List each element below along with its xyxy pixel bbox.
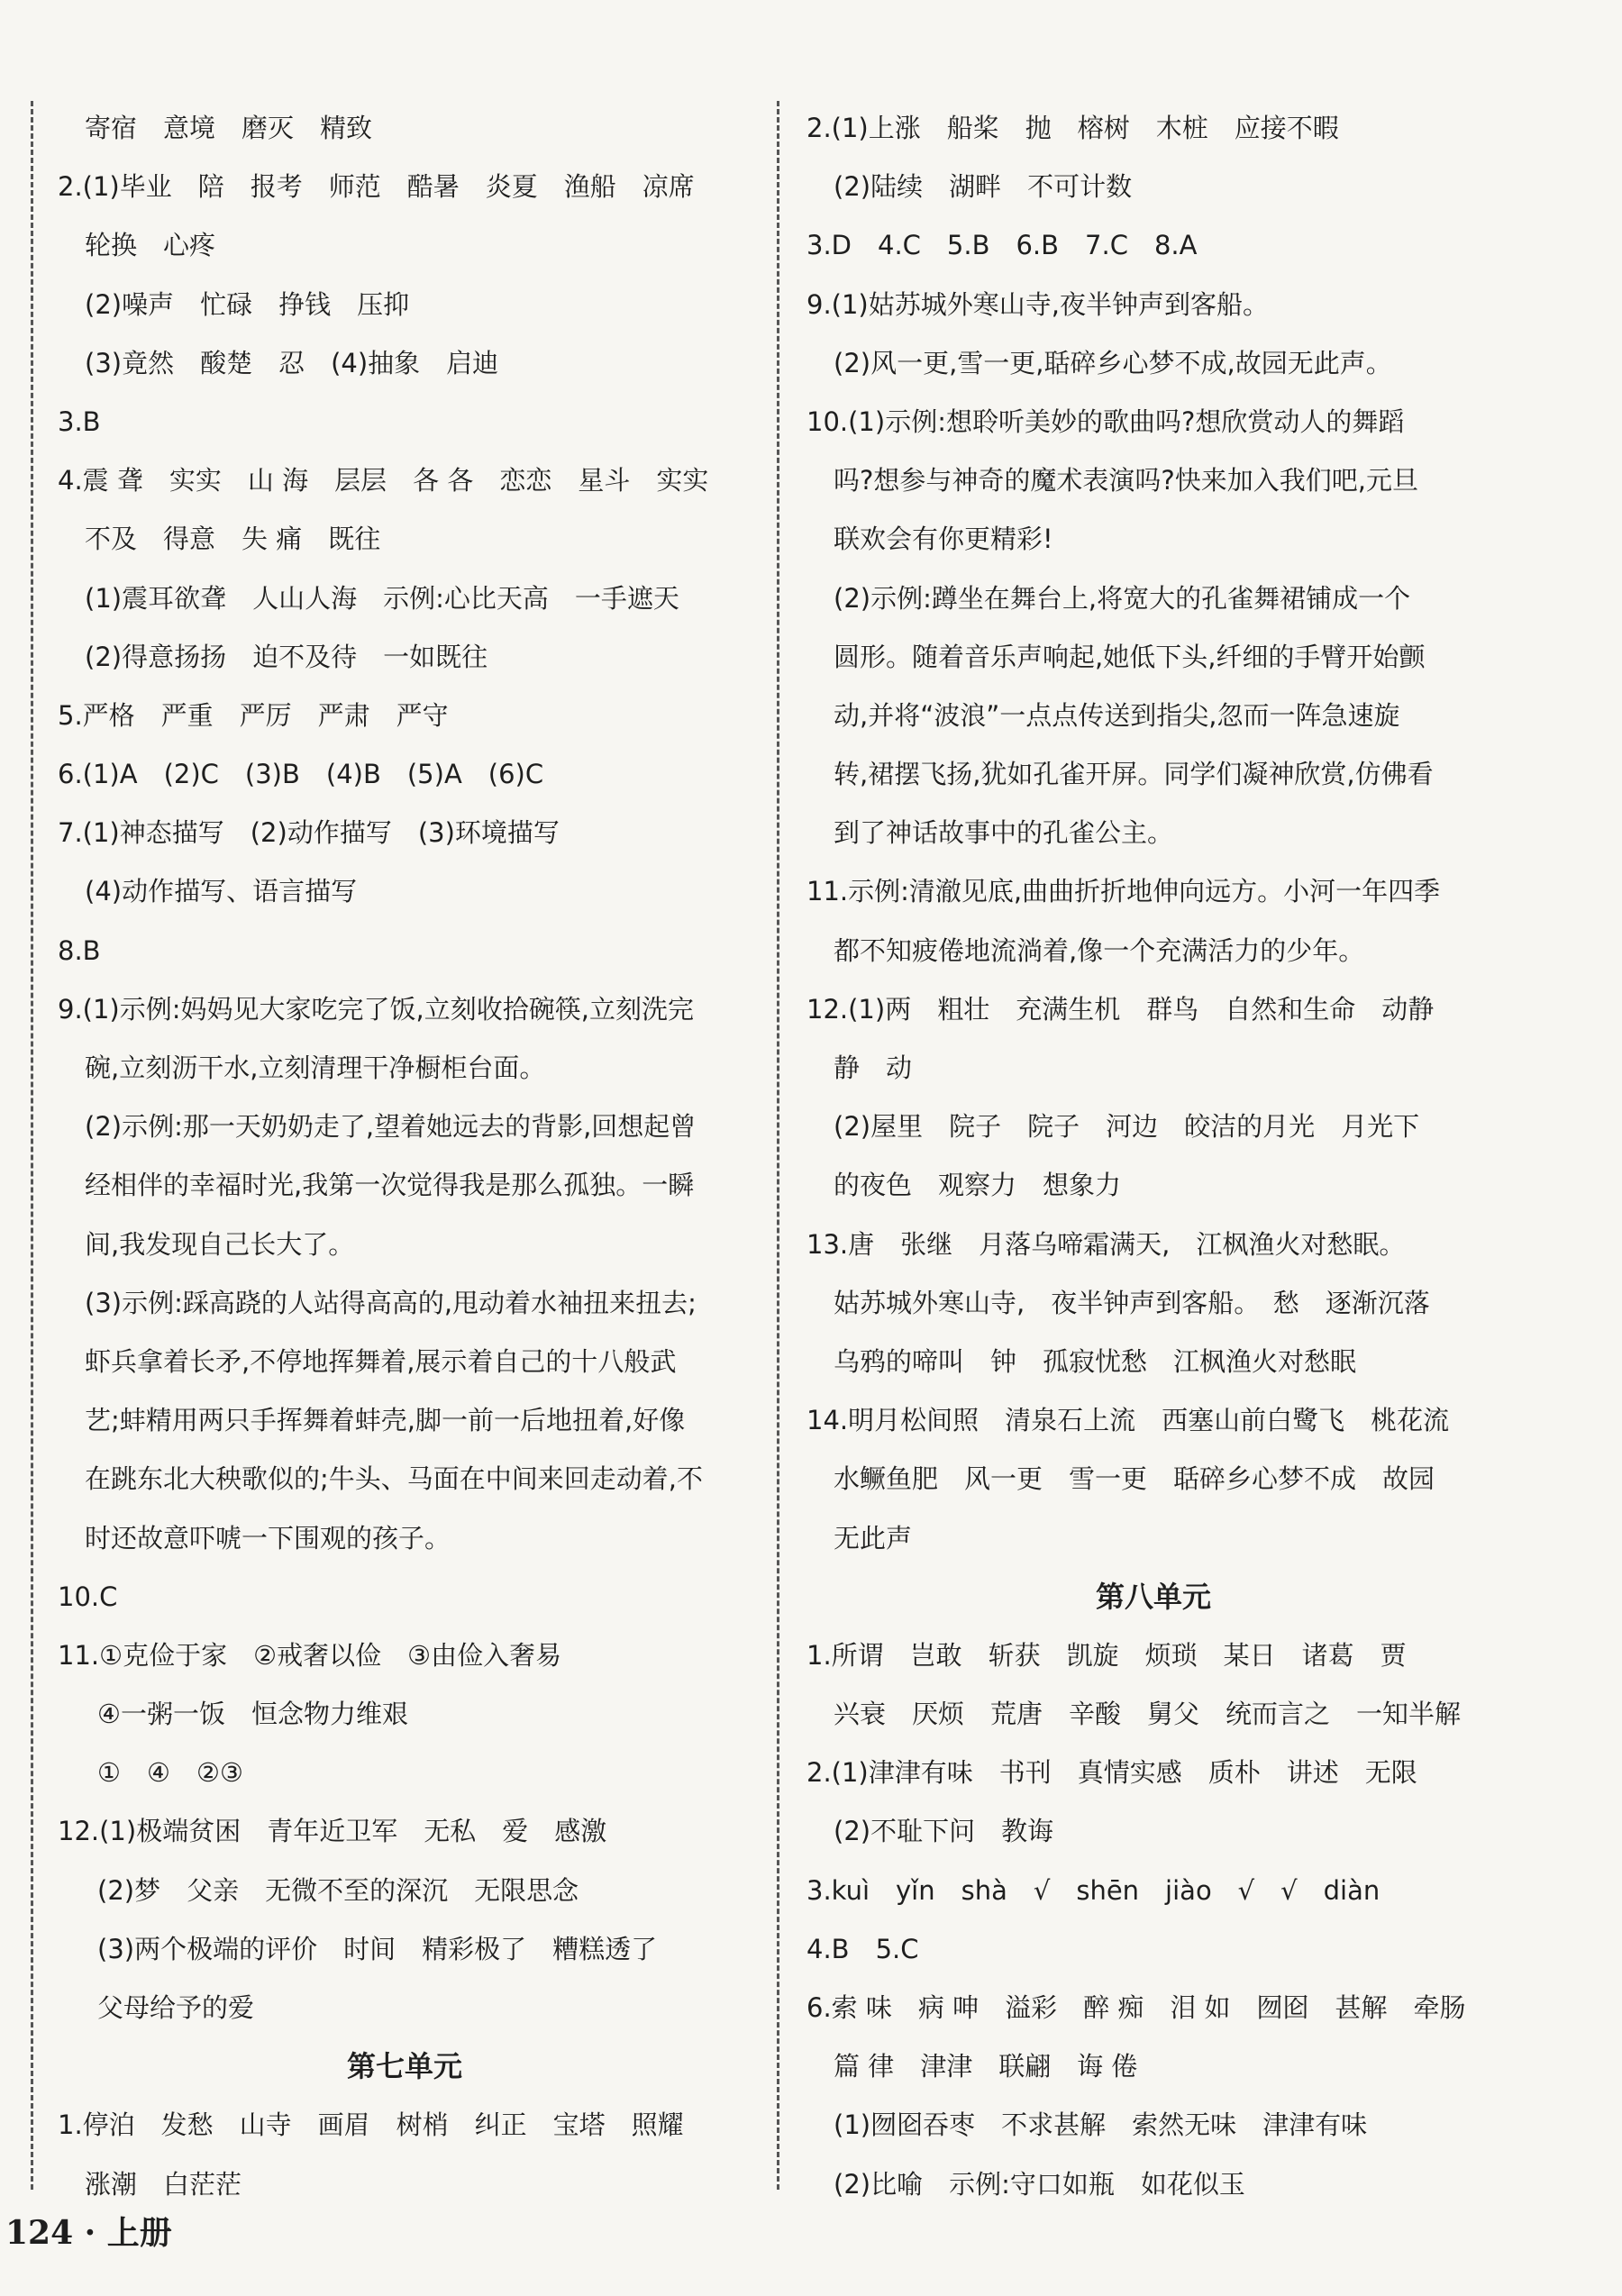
answer-line: (2)示例:那一天奶奶走了,望着她远去的背影,回想起曾 [85,1111,697,1143]
answer-line: 篇 律 津津 联翩 诲 倦 [834,2051,1138,2082]
answer-line: (2)风一更,雪一更,聒碎乡心梦不成,故园无此声。 [834,347,1392,378]
answer-line: 3.D 4.C 5.B 6.B 7.C 8.A [806,230,1198,261]
answer-line: 动,并将“波浪”一点点传送到指尖,忽而一阵急速旋 [834,699,1400,731]
answer-line: 6.索 味 病 呻 溢彩 醉 痴 泪 如 囫囵 甚解 牵肠 [806,1992,1466,2023]
answer-line: 12.(1)两 粗壮 充满生机 群鸟 自然和生命 动静 [806,993,1435,1025]
answer-line: 无此声 [834,1522,913,1553]
answer-line: (2)噪声 忙碌 挣钱 压抑 [85,288,410,320]
answer-line: 的夜色 观察力 想象力 [834,1170,1122,1201]
answer-line: 12.(1)极端贫困 青年近卫军 无私 爱 感激 [58,1816,607,1847]
answer-line: 姑苏城外寒山寺, 夜半钟声到客船。 愁 逐渐沉落 [834,1287,1430,1318]
answer-line: 11.①克俭于家 ②戒奢以俭 ③由俭入奢易 [58,1639,562,1671]
answer-line: 14.明月松间照 清泉石上流 西塞山前白鹭飞 桃花流 [806,1405,1450,1436]
answer-line: 兴衰 厌烦 荒唐 辛酸 舅父 统而言之 一知半解 [834,1699,1462,1730]
column-divider [777,101,779,2190]
answer-line: 轮换 心疼 [85,230,216,261]
answer-line: (2)示例:蹲坐在舞台上,将宽大的孔雀舞裙铺成一个 [834,582,1411,614]
answer-line: 7.(1)神态描写 (2)动作描写 (3)环境描写 [58,817,560,849]
section-heading: 第七单元 [346,2049,462,2084]
answer-line: (3)示例:踩高跷的人站得高高的,甩动着水袖扭来扭去; [85,1287,697,1318]
answer-line: (3)竟然 酸楚 忍 (4)抽象 启迪 [85,347,499,378]
answer-line: 8.B [58,934,101,966]
answer-line: 联欢会有你更精彩! [834,524,1053,555]
answer-line: 虾兵拿着长矛,不停地挥舞着,展示着自己的十八般武 [85,1345,677,1377]
answer-line: 圆形。随着音乐声响起,她低下头,纤细的手臂开始颤 [834,641,1426,672]
section-heading: 第八单元 [1095,1579,1211,1614]
answer-line: 不及 得意 失 痛 既往 [85,524,381,555]
answer-line: 转,裙摆飞扬,犹如孔雀开屏。同学们凝神欣赏,仿佛看 [834,759,1434,790]
answer-line: 在跳东北大秧歌似的;牛头、马面在中间来回走动着,不 [85,1463,703,1495]
page-footer: 124 · 上册 [5,2214,172,2252]
answer-line: (4)动作描写、语言描写 [85,876,358,907]
answer-line: 父母给予的爱 [97,1992,255,2023]
answer-line: (1)囫囵吞枣 不求甚解 索然无味 津津有味 [834,2109,1368,2141]
answer-line: 寄宿 意境 磨灭 精致 [85,113,373,143]
answer-line: 时还故意吓唬一下围观的孩子。 [85,1522,451,1553]
answer-line: 1.所谓 岂敢 斩获 凯旋 烦琐 某日 诸葛 贾 [806,1639,1407,1671]
answer-line: 3.B [58,405,101,437]
answer-line: 2.(1)津津有味 书刊 真情实感 质朴 讲述 无限 [806,1757,1417,1789]
answer-line: ① ④ ②③ [97,1757,243,1789]
answer-line: 2.(1)上涨 船桨 抛 榕树 木桩 应接不暇 [806,113,1339,143]
answer-line: 2.(1)毕业 陪 报考 师范 酷暑 炎夏 渔船 凉席 [58,171,695,203]
left-column [58,99,752,2214]
answer-line: (2)得意扬扬 迫不及待 一如既往 [85,641,488,672]
answer-line: (1)震耳欲聋 人山人海 示例:心比天高 一手遮天 [85,582,679,614]
answer-line: (2)陆续 湖畔 不可计数 [834,171,1133,203]
answer-line: (2)比喻 示例:守口如瓶 如花似玉 [834,2168,1245,2200]
answer-line: 间,我发现自己长大了。 [85,1228,355,1260]
answer-line: 9.(1)姑苏城外寒山寺,夜半钟声到客船。 [806,288,1269,320]
answer-line: 都不知疲倦地流淌着,像一个充满活力的少年。 [834,934,1365,966]
answer-line: 静 动 [834,1052,913,1083]
answer-line: (3)两个极端的评价 时间 精彩极了 糟糕透了 [97,1933,658,1964]
answer-line: 4.B 5.C [806,1933,919,1964]
answer-line: 到了神话故事中的孔雀公主。 [834,817,1174,849]
answer-line: 涨潮 白茫茫 [85,2168,242,2200]
dashed-margin-line [31,101,33,2190]
answer-line: 水鳜鱼肥 风一更 雪一更 聒碎乡心梦不成 故园 [834,1463,1435,1495]
answer-line: 10.C [58,1581,118,1612]
answer-line: 经相伴的幸福时光,我第一次觉得我是那么孤独。一瞬 [85,1170,695,1201]
answer-line: 碗,立刻沥干水,立刻清理干净橱柜台面。 [85,1052,546,1083]
answer-line: 乌鸦的啼叫 钟 孤寂忧愁 江枫渔火对愁眠 [834,1345,1357,1377]
right-column [806,99,1500,2214]
answer-line: 10.(1)示例:想聆听美妙的歌曲吗?想欣赏动人的舞蹈 [806,405,1405,437]
answer-line: 11.示例:清澈见底,曲曲折折地伸向远方。小河一年四季 [806,876,1441,907]
answer-line: (2)不耻下问 教诲 [834,1816,1054,1847]
answer-line: 9.(1)示例:妈妈见大家吃完了饭,立刻收拾碗筷,立刻洗完 [58,993,694,1025]
answer-line: 艺;蚌精用两只手挥舞着蚌壳,脚一前一后地扭着,好像 [85,1405,686,1436]
answer-line: (2)屋里 院子 院子 河边 皎洁的月光 月光下 [834,1111,1420,1143]
answer-line: 6.(1)A (2)C (3)B (4)B (5)A (6)C [58,759,544,790]
answer-line: ④一粥一饭 恒念物力维艰 [97,1699,408,1730]
answer-line: 吗?想参与神奇的魔术表演吗?快来加入我们吧,元旦 [834,465,1419,497]
answer-line: 13.唐 张继 月落乌啼霜满天, 江枫渔火对愁眠。 [806,1228,1406,1260]
answer-line: 4.震 聋 实实 山 海 层层 各 各 恋恋 星斗 实实 [58,465,709,497]
answer-line: 1.停泊 发愁 山寺 画眉 树梢 纠正 宝塔 照耀 [58,2109,684,2141]
answer-line: (2)梦 父亲 无微不至的深沉 无限思念 [97,1874,579,1906]
answer-line: 3.kuì yǐn shà √ shēn jiào √ √ diàn [806,1874,1381,1906]
answer-line: 5.严格 严重 严厉 严肃 严守 [58,699,449,731]
